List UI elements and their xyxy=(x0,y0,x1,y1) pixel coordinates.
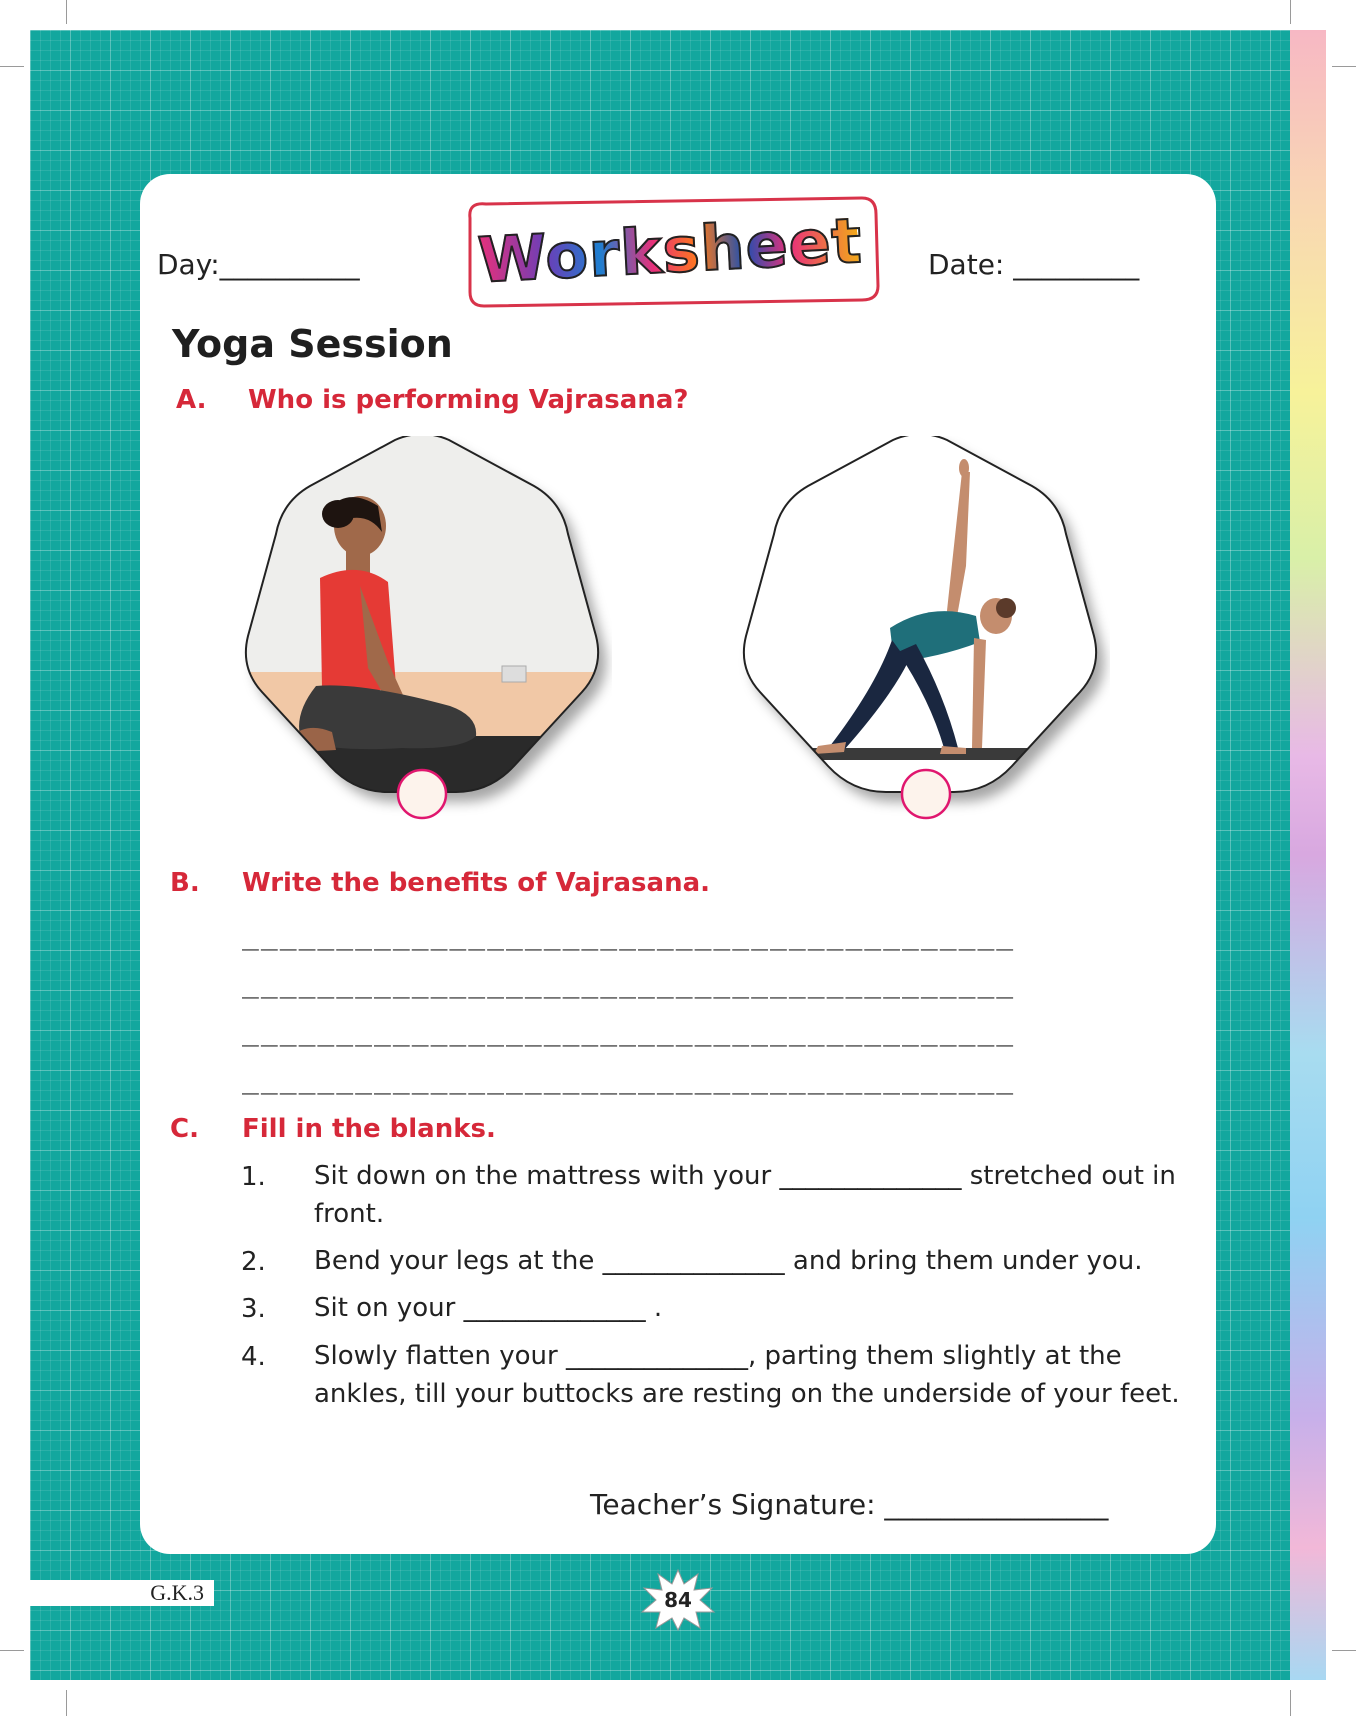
answer-line: _________________________________________ xyxy=(242,1014,1016,1047)
book-code: G.K.3 xyxy=(30,1580,214,1606)
day-field: Day:__________ xyxy=(157,248,360,281)
crop-mark xyxy=(0,66,24,67)
section-b-letter: B. xyxy=(170,868,200,898)
crop-mark xyxy=(1332,1650,1356,1651)
page-title: Yoga Session xyxy=(172,322,453,366)
section-c-letter: C. xyxy=(170,1114,199,1144)
section-a-question: Who is performing Vajrasana? xyxy=(248,385,689,415)
worksheet-badge-title: Worksheet xyxy=(476,198,860,304)
item-number: 2. xyxy=(241,1247,266,1277)
crop-mark xyxy=(66,1690,67,1716)
crop-mark xyxy=(0,1650,24,1651)
triangle-pose-photo xyxy=(730,436,1110,820)
crop-mark xyxy=(1332,66,1356,67)
section-c-question: Fill in the blanks. xyxy=(242,1114,496,1144)
vajrasana-photo xyxy=(232,436,612,820)
date-field: Date: _________ xyxy=(928,248,1140,281)
crop-mark xyxy=(1290,0,1291,24)
page-number: 84 xyxy=(664,1588,692,1612)
answer-line: _________________________________________ xyxy=(242,966,1016,999)
teacher-signature: Teacher’s Signature: ________________ xyxy=(590,1488,1109,1521)
fill-blank-item: Sit down on the mattress with your ______________ stretched out in front. xyxy=(314,1161,1176,1229)
item-number: 4. xyxy=(241,1342,266,1372)
section-b-question: Write the benefits of Vajrasana. xyxy=(242,868,711,898)
item-number: 1. xyxy=(241,1162,266,1192)
item-number: 3. xyxy=(241,1294,266,1324)
section-a-letter: A. xyxy=(176,385,207,415)
crop-mark xyxy=(66,0,67,24)
fill-blank-item: Bend your legs at the ______________ and bring them under you. xyxy=(314,1246,1143,1276)
answer-line: _________________________________________ xyxy=(242,918,1016,951)
crop-mark xyxy=(1290,1690,1291,1716)
answer-line: _________________________________________ xyxy=(242,1062,1016,1095)
fill-blank-item: Sit on your ______________ . xyxy=(314,1293,663,1323)
fill-blank-item: Slowly flatten your ______________, parting them slightly at the ankles, till your buttocks are resting on the underside of your feet. xyxy=(314,1341,1180,1409)
rainbow-edge-strip xyxy=(1290,30,1326,1680)
